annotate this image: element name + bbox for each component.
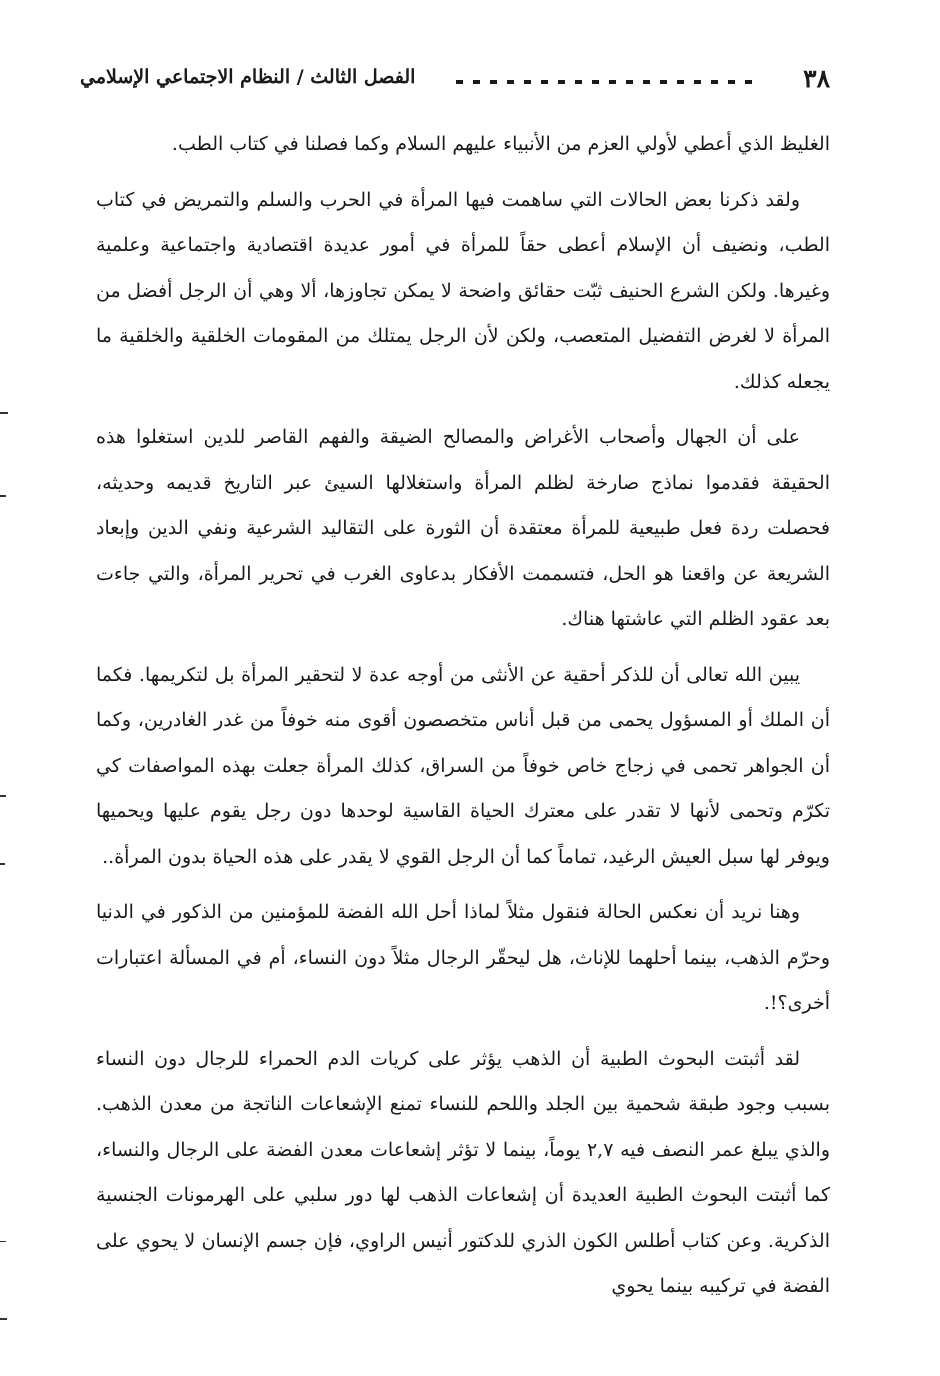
- paragraph: ولقد ذكرنا بعض الحالات التي ساهمت فيها المرأة في الحرب والسلم والتمريض في كتاب الطب، ونضيف أن الإسلام أعطى حقاً للمرأة في أمور عديدة اقتصادية واجتماعية وعلمية وغيرها. ولكن الشرع الحنيف ثبّت حقائق واضحة لا يمكن تجاوزها، ألا وهي أن الرجل أفضل من المرأة لا لغرض التفضيل المتعصب، ولكن لأن الرجل يمتلك من المقومات الخلقية والخلقية ما يجعله كذلك.: [96, 188, 830, 393]
- header-dash-rule: [452, 80, 752, 84]
- paragraph: يبين الله تعالى أن للذكر أحقية عن الأنثى من أوجه عدة لا لتحقير المرأة بل لتكريمها. فكما أن الملك أو المسؤول يحمى من قبل أناس متخصصون أقوى منه خوفاً من غدر الغادرين، وكما أن الجواهر تحمى في زجاج خاص خوفاً من السراق، كذلك المرأة جعلت بهذه المواصفات كي تكرّم وتحمى لأنها لا تقدر على معترك الحياة القاسية لوحدها دون رجل يقوم عليها ويحميها ويوفر لها سبل العيش الرغيد، تماماً كما أن الرجل القوي لا يقدر على هذه الحياة بدون المرأة..: [96, 663, 830, 868]
- margin-mark: [0, 863, 5, 865]
- page-number: ٣٨: [803, 64, 830, 93]
- page-body: [96, 122, 830, 1320]
- margin-mark: [0, 412, 8, 414]
- margin-mark: [0, 1241, 6, 1242]
- paragraph: لقد أثبتت البحوث الطبية أن الذهب يؤثر على كريات الدم الحمراء للرجال دون النساء بسبب وجود طبقة شحمية بين الجلد واللحم للنساء تمنع الإشعاعات الناتجة من معدن الذهب. والذي يبلغ عمر النصف فيه ٢,٧ يوماً، بينما لا تؤثر إشعاعات معدن الفضة على الرجال والنساء، كما أثبتت البحوث الطبية العديدة أن إشعاعات الذهب لها دور سلبي على الهرمونات الجنسية الذكرية. وعن كتاب أطلس الكون الذري للدكتور أنيس الراوي، فإن جسم الإنسان لا يحوي على الفضة في تركيبه بينما يحوي: [96, 1047, 830, 1297]
- paragraph: وهنا نريد أن نعكس الحالة فنقول مثلاً لماذا أحل الله الفضة للمؤمنين من الذكور في الدنيا وحرّم الذهب، بينما أحلهما للإناث، هل ليحقّر الرجال مثلاً دون النساء، أم في المسألة اعتبارات أخرى؟!.: [96, 901, 830, 1014]
- paragraph: على أن الجهال وأصحاب الأغراض والمصالح الضيقة والفهم القاصر للدين استغلوا هذه الحقيقة فقدموا نماذج صارخة لظلم المرأة واستغلالها السيئ عبر التاريخ قديمه وحديثه، فحصلت ردة فعل طبيعية للمرأة معتقدة أن الثورة على التقاليد الشرعية ونفي الدين وإبعاد الشريعة عن واقعنا هو الحل، فتسممت الأفكار بدعاوى الغرب في تحرير المرأة، والتي جاءت بعد عقود الظلم التي عاشتها هناك.: [96, 426, 830, 630]
- margin-mark: [0, 495, 6, 497]
- margin-mark: [0, 795, 6, 797]
- paragraph: الغليظ الذي أعطي لأولي العزم من الأنبياء عليهم السلام وكما فصلنا في كتاب الطب.: [171, 133, 830, 155]
- margin-mark: [0, 1318, 7, 1320]
- running-head: الفصل الثالث / النظام الاجتماعي الإسلامي: [80, 66, 416, 88]
- page-header: [80, 62, 830, 102]
